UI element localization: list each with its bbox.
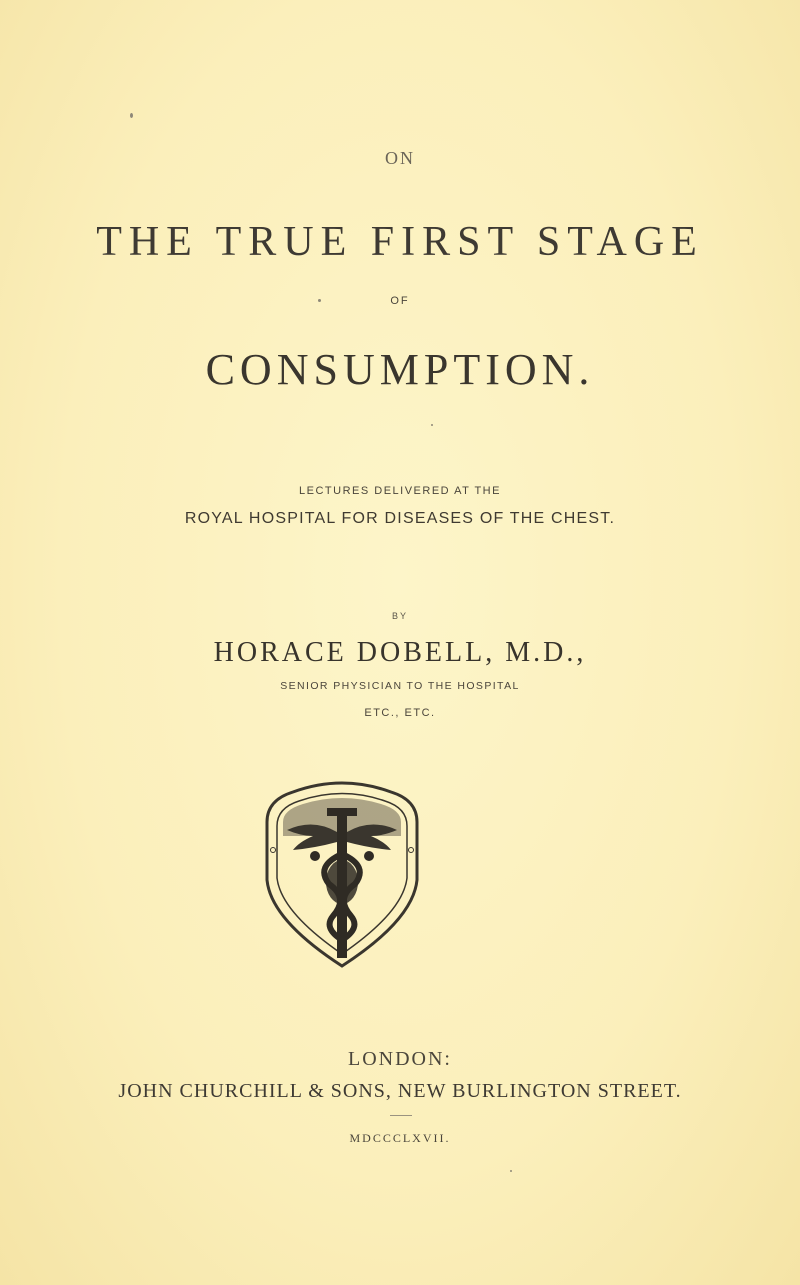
etc-line: ETC., ETC. bbox=[364, 707, 436, 719]
author-name: HORACE DOBELL, M.D., bbox=[213, 637, 587, 668]
date-line: MDCCCLXVII. bbox=[349, 1131, 451, 1145]
caduceus-shield-emblem-icon bbox=[253, 770, 431, 970]
heading-of: OF bbox=[390, 295, 410, 307]
author-position: SENIOR PHYSICIAN TO THE HOSPITAL bbox=[280, 680, 520, 692]
paper-speck bbox=[318, 299, 321, 302]
paper-speck bbox=[130, 113, 133, 118]
place-line: LONDON: bbox=[348, 1048, 452, 1070]
paper-speck bbox=[431, 424, 433, 426]
divider-rule bbox=[390, 1115, 412, 1116]
lectures-line: LECTURES DELIVERED AT THE bbox=[299, 485, 501, 497]
heading-on: ON bbox=[385, 148, 415, 168]
hospital-line: ROYAL HOSPITAL FOR DISEASES OF THE CHEST. bbox=[184, 510, 616, 527]
paper-speck bbox=[510, 1170, 512, 1172]
by-line: BY bbox=[391, 611, 408, 621]
title-line-2: CONSUMPTION. bbox=[205, 345, 595, 394]
publisher-line: JOHN CHURCHILL & SONS, NEW BURLINGTON STREET. bbox=[118, 1080, 682, 1102]
title-line-1: THE TRUE FIRST STAGE bbox=[96, 219, 704, 265]
